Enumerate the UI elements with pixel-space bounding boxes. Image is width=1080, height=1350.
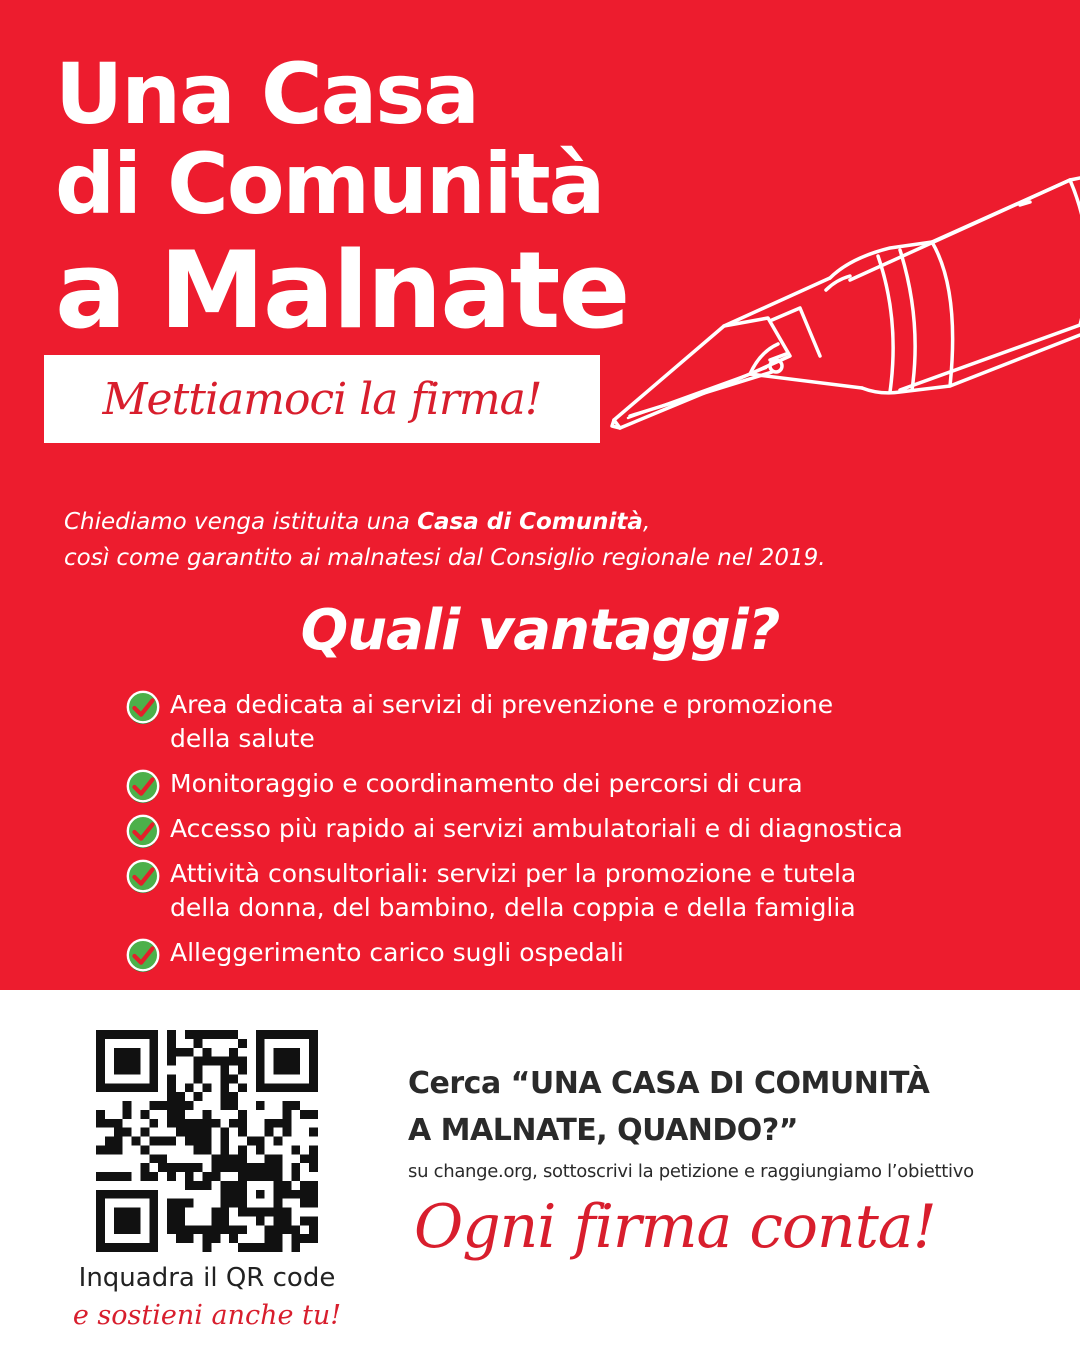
benefit-item: [124, 767, 1024, 801]
benefit-item: [124, 857, 1024, 925]
closing-slogan: Ogni firma conta!: [414, 1192, 936, 1262]
benefit-item: [124, 688, 1024, 756]
petition-detail: su change.org, sottoscrivi la petizione e raggiungiamo l’obiettivo: [408, 1161, 974, 1182]
headline-line3: a Malnate: [55, 229, 629, 352]
benefit-text: Attività consultoriali: servizi per la promozione e tutela della donna, del bambino, della coppia e della famiglia: [170, 859, 857, 922]
intro-line1-end: ,: [642, 509, 651, 535]
qr-call-to-action: e sostieni anche tu!: [72, 1300, 342, 1331]
headline-line2: di Comunità: [55, 135, 604, 233]
benefit-text: Accesso più rapido ai servizi ambulatoriali e di diagnostica: [170, 814, 903, 843]
benefit-item: [124, 936, 1024, 970]
benefits-list: [124, 688, 1024, 981]
tagline: Mettiamoci la firma!: [102, 373, 542, 425]
check-icon: [124, 689, 162, 727]
benefits-heading: Quali vantaggi?: [300, 598, 780, 663]
benefit-text: Area dedicata ai servizi di prevenzione e promozione della salute: [170, 690, 834, 753]
intro-highlight: Casa di Comunità: [417, 509, 643, 535]
fountain-pen-icon: [600, 130, 1080, 470]
headline-line1: Una Casa: [55, 45, 478, 143]
benefit-text: Alleggerimento carico sugli ospedali: [170, 938, 624, 967]
check-icon: [124, 937, 162, 975]
benefit-text: Monitoraggio e coordinamento dei percorsi di cura: [170, 769, 803, 798]
check-icon: [124, 813, 162, 851]
intro-line1: [64, 504, 826, 540]
intro-line1-start: Chiediamo venga istituita una: [64, 509, 418, 535]
qr-code-icon[interactable]: [96, 1030, 318, 1252]
tagline-box: [44, 355, 600, 443]
search-instruction-line2: A MALNATE, QUANDO?”: [408, 1113, 798, 1148]
search-instruction-line1: Cerca “UNA CASA DI COMUNITÀ: [408, 1066, 930, 1101]
check-icon: [124, 768, 162, 806]
check-icon: [124, 858, 162, 896]
intro-line2: così come garantito ai malnatesi dal Consiglio regionale nel 2019.: [64, 545, 826, 571]
intro-text: [64, 504, 826, 576]
benefit-item: [124, 812, 1024, 846]
qr-caption: Inquadra il QR code: [78, 1263, 336, 1293]
